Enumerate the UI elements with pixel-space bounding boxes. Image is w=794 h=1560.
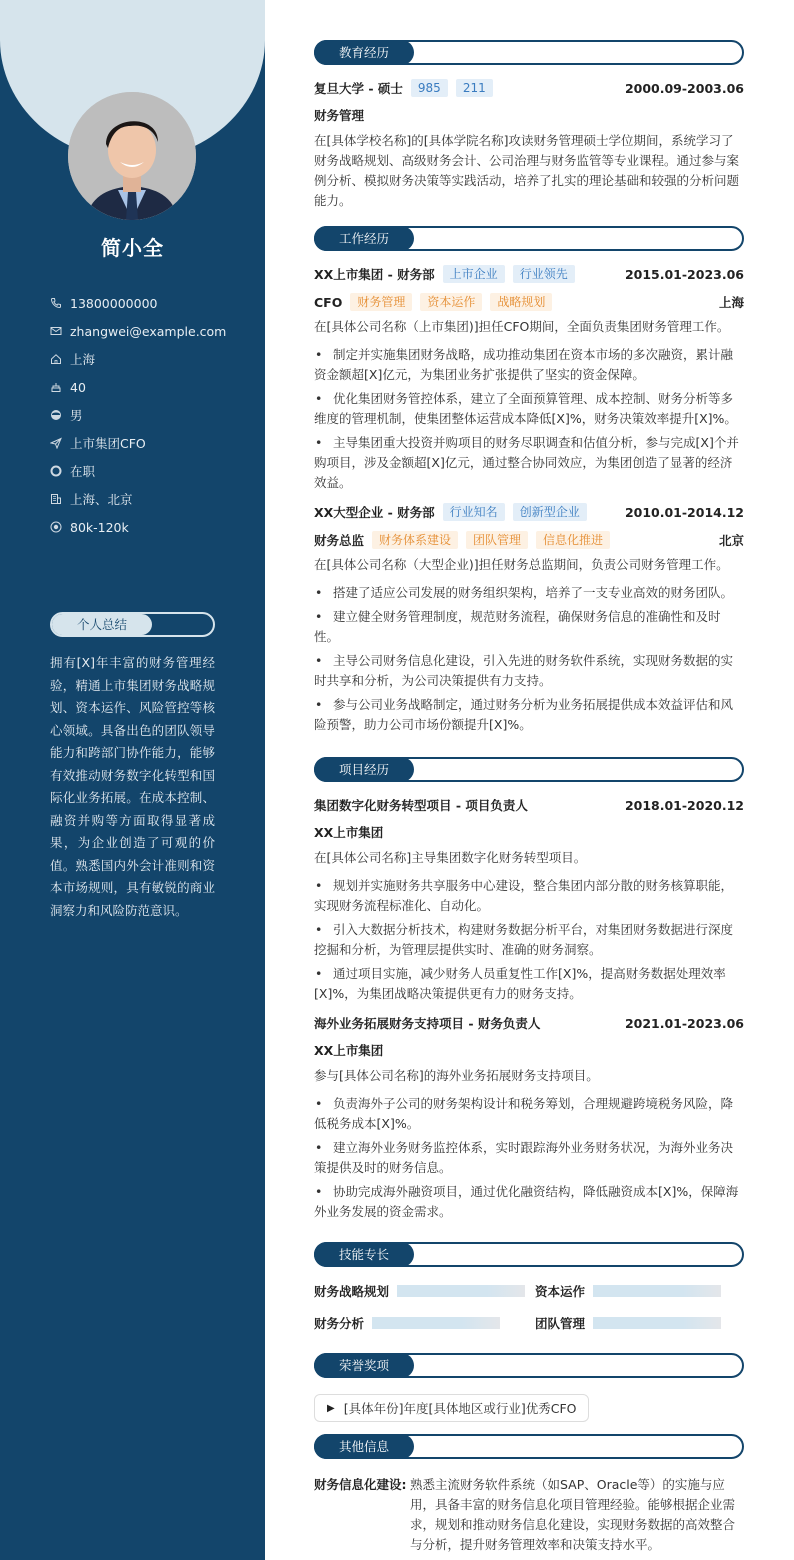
projects-section-header xyxy=(314,757,744,782)
contact-target-role xyxy=(50,429,250,457)
school-tag: 211 xyxy=(456,79,493,97)
contact-cities-value: 上海、北京 xyxy=(70,492,133,507)
status-icon xyxy=(50,465,62,477)
work-city: 上海 xyxy=(718,295,744,310)
contact-location-value: 上海 xyxy=(70,352,96,367)
work-bullet: • 建立健全财务管理制度，规范财务流程，确保财务信息的准确性和及时性。 xyxy=(314,607,744,647)
job-title: 财务总监 xyxy=(314,533,365,548)
projects-section-title: 项目经历 xyxy=(314,757,414,782)
company-tag: 创新型企业 xyxy=(513,503,587,521)
company-name: XX大型企业 - 财务部 xyxy=(314,505,435,520)
skills-section-title: 技能专长 xyxy=(314,1242,414,1267)
skill-name: 资本运作 xyxy=(535,1284,586,1299)
main-content xyxy=(314,40,744,1555)
work-bullet: • 制定并实施集团财务战略，成功推动集团在资本市场的多次融资，累计融资金额超[X]亿元，为集团业务扩张提供了坚实的资金保障。 xyxy=(314,345,744,385)
school-name: 复旦大学 - 硕士 xyxy=(314,81,403,96)
work-bullet: • 搭建了适应公司发展的财务组织架构，培养了一支专业高效的财务团队。 xyxy=(314,583,744,603)
skills-section xyxy=(314,1242,744,1331)
other-item-label: 财务信息化建设: xyxy=(314,1477,407,1492)
education-date: 2000.09-2003.06 xyxy=(624,80,744,96)
contact-gender xyxy=(50,401,250,429)
work-section xyxy=(314,226,744,735)
work-bullet: • 参与公司业务战略制定，通过财务分析为业务拓展提供成本效益评估和风险预警，助力公司市场份额提升[X]%。 xyxy=(314,695,744,735)
summary-section-header xyxy=(50,612,215,637)
gender-icon xyxy=(50,409,62,421)
contact-email-value: zhangwei@example.com xyxy=(70,323,227,339)
work-description: 在[具体公司名称（上市集团)]担任CFO期间，全面负责集团财务管理工作。 xyxy=(314,319,730,334)
project-bullet: • 规划并实施财务共享服务中心建设，整合集团内部分散的财务核算职能，实现财务流程标准化、自动化。 xyxy=(314,876,744,916)
honors-section xyxy=(314,1353,744,1422)
work-entry xyxy=(314,263,744,493)
skills-grid xyxy=(314,1283,744,1331)
project-bullet: • 通过项目实施，减少财务人员重复性工作[X]%，提高财务数据处理效率[X]%，为集团战略决策提供更有力的财务支持。 xyxy=(314,964,744,1004)
contact-email xyxy=(50,317,250,345)
skill-item xyxy=(314,1283,535,1299)
project-org: XX上市集团 xyxy=(314,825,384,840)
project-date: 2018.01-2020.12 xyxy=(624,797,744,813)
work-bullets xyxy=(314,345,744,493)
project-name: 集团数字化财务转型项目 - 项目负责人 xyxy=(314,798,528,813)
skill-item xyxy=(314,1315,535,1331)
work-bullet: • 主导集团重大投资并购项目的财务尽职调查和估值分析，参与完成[X]个并购项目，涉及金额超[X]亿元，通过整合协同效应，为集团创造了显著的经济效益。 xyxy=(314,433,744,493)
major: 财务管理 xyxy=(314,108,365,123)
salary-icon xyxy=(50,521,62,533)
role-tag: 战略规划 xyxy=(490,293,552,311)
work-city: 北京 xyxy=(718,533,744,548)
send-icon xyxy=(50,437,62,449)
age-icon xyxy=(50,381,62,393)
project-bullet: • 建立海外业务财务监控体系，实时跟踪海外业务财务状况，为海外业务决策提供及时的财务信息。 xyxy=(314,1138,744,1178)
award-text: [具体年份]年度[具体地区或行业]优秀CFO xyxy=(343,1401,577,1416)
contact-status xyxy=(50,457,250,485)
sidebar xyxy=(0,0,265,1560)
contact-list xyxy=(50,289,250,541)
skill-name: 团队管理 xyxy=(535,1316,586,1331)
skill-level-bar xyxy=(593,1317,721,1329)
building-icon xyxy=(50,493,62,505)
education-section xyxy=(314,40,744,211)
education-description: 在[具体学校名称]的[具体学院名称]攻读财务管理硕士学位期间，系统学习了财务战略规划、高级财务会计、公司治理与财务监管等专业课程。通过参与案例分析、模拟财务决策等实践活动，培养了扎实的理论基础和较强的分析问题能力。 xyxy=(314,133,740,208)
contact-salary xyxy=(50,513,250,541)
work-bullet: • 优化集团财务管控体系，建立了全面预算管理、成本控制、财务分析等多维度的管理机制，使集团整体运营成本降低[X]%，财务决策效率提升[X]%。 xyxy=(314,389,744,429)
school-tag: 985 xyxy=(411,79,448,97)
work-date: 2015.01-2023.06 xyxy=(624,266,744,282)
honors-section-header xyxy=(314,1353,744,1378)
skill-level-bar xyxy=(372,1317,500,1329)
company-tag: 行业领先 xyxy=(513,265,575,283)
contact-location xyxy=(50,345,250,373)
project-bullets xyxy=(314,1094,744,1222)
education-section-header xyxy=(314,40,744,65)
work-bullet: • 主导公司财务信息化建设，引入先进的财务软件系统，实现财务数据的实时共享和分析，为公司决策提供有力支持。 xyxy=(314,651,744,691)
company-tag: 上市企业 xyxy=(443,265,505,283)
contact-phone-value: 13800000000 xyxy=(70,295,158,311)
project-name: 海外业务拓展财务支持项目 - 财务负责人 xyxy=(314,1016,541,1031)
company-tag: 行业知名 xyxy=(443,503,505,521)
contact-age xyxy=(50,373,250,401)
skill-level-bar xyxy=(397,1285,525,1297)
contact-cities xyxy=(50,485,250,513)
home-icon xyxy=(50,353,62,365)
skill-level-bar xyxy=(593,1285,721,1297)
project-entry xyxy=(314,794,744,1004)
project-org: XX上市集团 xyxy=(314,1043,384,1058)
contact-gender-value: 男 xyxy=(70,408,83,423)
other-item-value: 熟悉主流财务软件系统（如SAP、Oracle等）的实施与应用，具备丰富的财务信息化项目管理经验。能够根据企业需求，规划和推动财务信息化建设，实现财务数据的高效整合与分析，提升财务管理效率和决策支持水平。 xyxy=(410,1477,736,1552)
project-bullet: • 协助完成海外融资项目，通过优化融资结构，降低融资成本[X]%，保障海外业务发展的资金需求。 xyxy=(314,1182,744,1222)
skill-item xyxy=(535,1315,744,1331)
job-title: CFO xyxy=(314,294,343,310)
work-description: 在[具体公司名称（大型企业)]担任财务总监期间，负责公司财务管理工作。 xyxy=(314,557,729,572)
contact-age-value: 40 xyxy=(70,379,86,395)
work-entry xyxy=(314,501,744,735)
triangle-right-icon: ▶ xyxy=(327,1402,335,1414)
skill-item xyxy=(535,1283,744,1299)
role-tag: 信息化推进 xyxy=(536,531,610,549)
summary-text: 拥有[X]年丰富的财务管理经验，精通上市集团财务战略规划、资本运作、风险管控等核心领域。具备出色的团队领导能力和跨部门协作能力，能够有效推动财务数字化转型和国际化业务拓展。在成本控制、融资并购等方面取得显著成果，为企业创造了可观的价值。熟悉国内外会计准则和资本市场规则，具有敏锐的商业洞察力和风险防范意识。 xyxy=(50,655,215,918)
project-bullet: • 引入大数据分析技术，构建财务数据分析平台，对集团财务数据进行深度挖掘和分析，为管理层提供实时、准确的财务洞察。 xyxy=(314,920,744,960)
contact-status-value: 在职 xyxy=(70,464,96,479)
skills-section-header xyxy=(314,1242,744,1267)
contact-salary-value: 80k-120k xyxy=(70,519,129,535)
role-tag: 财务管理 xyxy=(350,293,412,311)
mail-icon xyxy=(50,325,62,337)
education-entry xyxy=(314,77,744,211)
other-item xyxy=(314,1475,744,1555)
other-section-title: 其他信息 xyxy=(314,1434,414,1459)
skill-name: 财务分析 xyxy=(314,1316,365,1331)
work-bullets xyxy=(314,583,744,735)
contact-target-role-value: 上市集团CFO xyxy=(70,436,146,451)
contact-phone xyxy=(50,289,250,317)
award-item xyxy=(314,1394,589,1422)
work-date: 2010.01-2014.12 xyxy=(624,504,744,520)
other-section xyxy=(314,1434,744,1555)
role-tag: 团队管理 xyxy=(466,531,528,549)
work-section-header xyxy=(314,226,744,251)
summary-section-title: 个人总结 xyxy=(52,614,152,635)
company-name: XX上市集团 - 财务部 xyxy=(314,267,435,282)
project-bullets xyxy=(314,876,744,1004)
project-date: 2021.01-2023.06 xyxy=(624,1015,744,1031)
skill-name: 财务战略规划 xyxy=(314,1284,390,1299)
project-description: 在[具体公司名称]主导集团数字化财务转型项目。 xyxy=(314,850,587,865)
project-entry xyxy=(314,1012,744,1222)
phone-icon xyxy=(50,297,62,309)
candidate-name: 简小全 xyxy=(101,236,164,260)
work-section-title: 工作经历 xyxy=(314,226,414,251)
education-section-title: 教育经历 xyxy=(314,40,414,65)
projects-section xyxy=(314,757,744,1222)
role-tag: 资本运作 xyxy=(420,293,482,311)
avatar xyxy=(68,92,196,220)
honors-section-title: 荣誉奖项 xyxy=(314,1353,414,1378)
project-description: 参与[具体公司名称]的海外业务拓展财务支持项目。 xyxy=(314,1068,599,1083)
project-bullet: • 负责海外子公司的财务架构设计和税务筹划，合理规避跨境税务风险，降低税务成本[X]%。 xyxy=(314,1094,744,1134)
role-tag: 财务体系建设 xyxy=(372,531,458,549)
other-section-header xyxy=(314,1434,744,1459)
